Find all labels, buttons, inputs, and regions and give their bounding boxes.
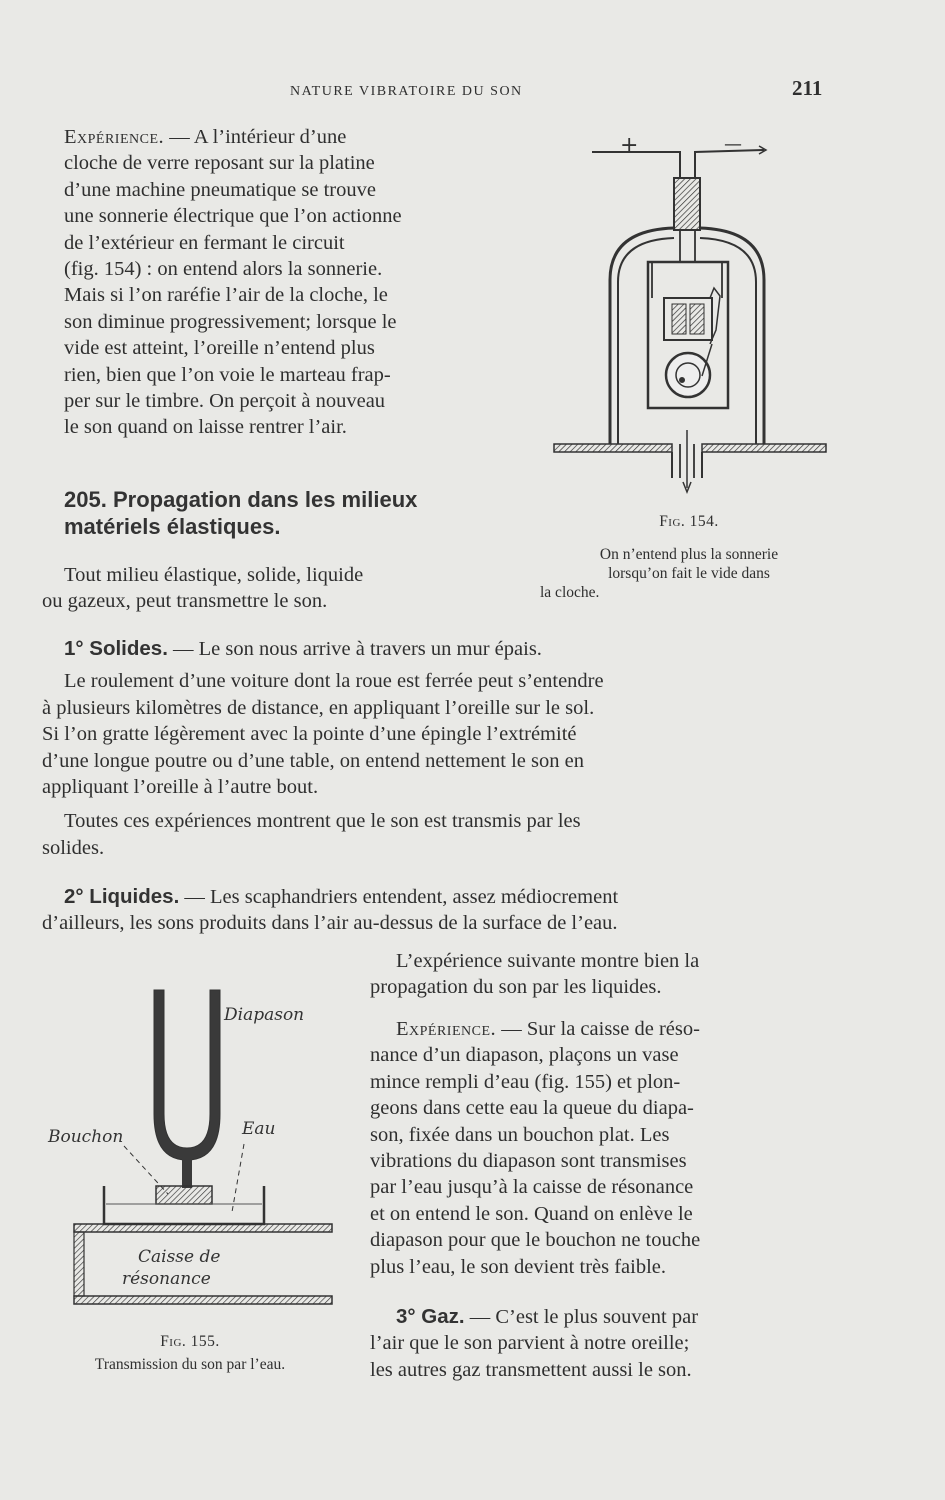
gases-line: les autres gaz transmettent aussi le son. [370, 1358, 692, 1381]
experiment-1-line: rien, bien que l’on voie le marteau frap- [64, 363, 391, 386]
liquids-line-1: 2° Liquides. — Les scaphandriers entendent, assez médiocrement [64, 885, 619, 908]
figure-155-label: Fig. 155. [160, 1333, 220, 1350]
experiment-2-line: vibrations du diapason sont transmises [370, 1150, 687, 1173]
experiment-1-line: de l’extérieur en fermant le circuit [64, 231, 345, 254]
experiment-1-label: Expérience. [64, 126, 165, 148]
label-bouchon: Bouchon [48, 1127, 124, 1147]
liquids-intro-line: propagation du son par les liquides. [370, 976, 662, 999]
label-eau: Eau [242, 1119, 276, 1139]
experiment-2-line: mince rempli d’eau (fig. 155) et plon- [370, 1070, 681, 1093]
experiment-2-line: plus l’eau, le son devient très faible. [370, 1255, 667, 1278]
experiment-1-line: d’une machine pneumatique se trouve [64, 178, 376, 201]
liquids-intro-line: L’expérience suivante montre bien la [396, 950, 700, 972]
experiment-1-line: son diminue progressivement; lorsque le [64, 310, 397, 333]
section-number: 205. [64, 487, 107, 512]
liquids-line: d’ailleurs, les sons produits dans l’air au-dessus de la surface de l’eau. [42, 912, 618, 935]
figure-154-caption-line: lorsqu’on fait le vide dans [608, 565, 770, 582]
figure-154-caption [526, 512, 852, 602]
label-caisse: Caisse de [138, 1247, 221, 1267]
experiment-2-line: et on entend le son. Quand on enlève le [370, 1202, 693, 1225]
experiment-1 [64, 124, 504, 441]
solids-para-1-line: d’une longue poutre ou d’une table, on entend nettement le son en [42, 749, 584, 772]
section-205-heading [64, 486, 514, 540]
experiment-2-line: par l’eau jusqu’à la caisse de résonance [370, 1176, 694, 1199]
experiment-2-line: nance d’un diapason, plaçons un vase [370, 1044, 679, 1067]
label-diapason: Diapason [224, 1005, 305, 1025]
label-resonance: résonance [122, 1269, 211, 1289]
experiment-2-line-1: Expérience. — Sur la caisse de réso- [396, 1018, 700, 1040]
solids-para-1-line: à plusieurs kilomètres de distance, en appliquant l’oreille sur le sol. [42, 696, 595, 719]
liquids-section [42, 884, 842, 937]
solids-lead: 1° Solides. — Le son nous arrive à travers un mur épais. [64, 637, 542, 660]
liquids-intro [370, 948, 832, 1001]
experiment-1-line: (fig. 154) : on entend alors la sonnerie. [64, 258, 383, 281]
solids-para-1-line: Le roulement d’une voiture dont la roue est ferrée peut s’entendre [64, 670, 604, 693]
experiment-2 [370, 1016, 832, 1280]
experiment-1-line: cloche de verre reposant sur la platine [64, 152, 375, 175]
experiment-1-line: per sur le timbre. On perçoit à nouveau [64, 390, 386, 413]
gases-line-1: 3° Gaz. — C’est le plus souvent par [396, 1305, 699, 1328]
section-title-line-2: matériels élastiques. [64, 514, 281, 539]
plus-sign: + [620, 133, 639, 158]
solids-para-1-line: appliquant l’oreille à l’autre bout. [42, 776, 319, 799]
minus-sign: — [724, 134, 742, 155]
figure-154-label: Fig. 154. [659, 513, 719, 530]
solids-label: 1° Solides. [64, 637, 168, 660]
solids-para-2-line: solides. [42, 836, 105, 859]
gases-line: l’air que le son parvient à notre oreille; [370, 1332, 690, 1355]
section-title-line-1: Propagation dans les milieux [112, 487, 418, 512]
solids-para-1-line: Si l’on gratte légèrement avec la pointe d’une épingle l’extrémité [42, 723, 577, 746]
experiment-1-line: le son quand on laisse rentrer l’air. [64, 416, 347, 439]
experiment-1-line: Mais si l’on raréfie l’air de la cloche, le [64, 284, 388, 307]
figure-155-illustration [44, 984, 344, 1314]
liquids-label: 2° Liquides. [64, 885, 180, 908]
experiment-2-line: son, fixée dans un bouchon plat. Les [370, 1123, 670, 1146]
solids-para-2-line: Toutes ces expériences montrent que le son est transmis par les [64, 810, 581, 833]
page-number: 211 [792, 76, 823, 100]
experiment-1-line: vide est atteint, l’oreille n’entend plus [64, 337, 375, 360]
gases-section [370, 1304, 832, 1383]
experiment-1-line-1: Expérience. — A l’intérieur d’une [64, 126, 347, 148]
intro-line: Tout milieu élastique, solide, liquide [64, 564, 364, 586]
experiment-2-label: Expérience. [396, 1018, 497, 1040]
section-205-intro [42, 562, 514, 615]
experiment-1-line: une sonnerie électrique que l’on actionne [64, 205, 402, 228]
figure-154-caption-line: la cloche. [540, 584, 600, 601]
intro-line: ou gazeux, peut transmettre le son. [42, 590, 328, 613]
figure-155-caption [40, 1332, 340, 1374]
figure-154-caption-line: On n’entend plus la sonnerie [599, 546, 779, 563]
running-title: NATURE VIBRATOIRE DU SON [290, 84, 523, 99]
gases-label: 3° Gaz. [396, 1305, 465, 1328]
solids-section [42, 636, 842, 861]
figure-154-illustration [552, 130, 830, 500]
experiment-2-line: diapason pour que le bouchon ne touche [370, 1229, 701, 1252]
figure-155-caption-line: Transmission du son par l’eau. [94, 1356, 286, 1373]
experiment-2-line: geons dans cette eau la queue du diapa- [370, 1097, 694, 1120]
